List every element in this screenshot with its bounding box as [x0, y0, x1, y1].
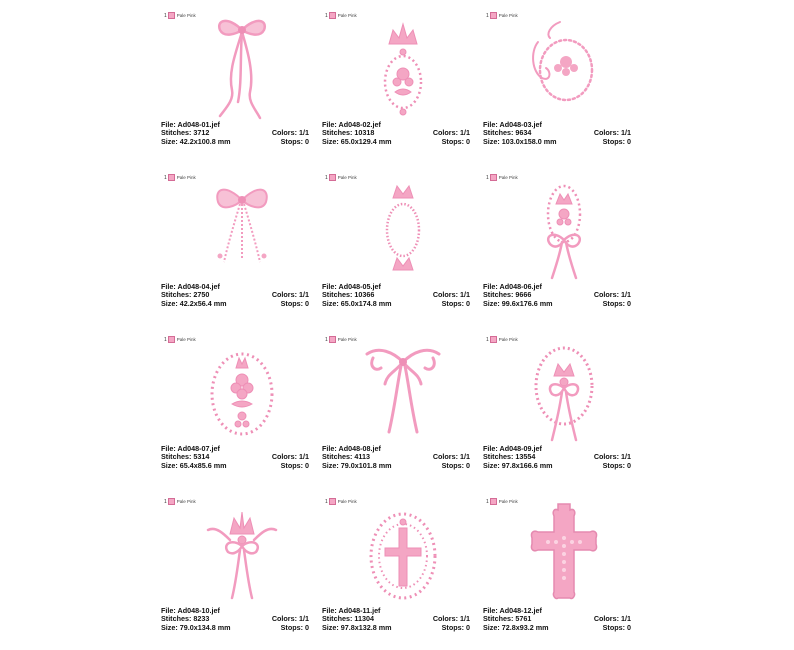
design-card[interactable] [321, 8, 481, 164]
size: Size: 97.8x132.8 mm [322, 622, 392, 632]
crown-oval-icon [359, 12, 447, 122]
design-info [483, 283, 631, 308]
design-info [322, 445, 470, 470]
design-card[interactable] [321, 170, 481, 326]
color-swatch: 1 Pale Pink [164, 336, 196, 343]
stitches: Stitches: 5761 [483, 614, 532, 624]
color-swatch: 1 Pale Pink [486, 336, 518, 343]
size: Size: 99.6x176.6 mm [483, 298, 553, 308]
color-swatch: 1 Pale Pink [164, 498, 196, 505]
color-swatch: 1 Pale Pink [325, 336, 357, 343]
design-info [483, 121, 631, 146]
crown-bow-icon [198, 498, 286, 608]
size: Size: 65.0x174.8 mm [322, 298, 392, 308]
design-card[interactable] [482, 332, 642, 488]
stitches: Stitches: 2750 [161, 290, 210, 300]
color-swatch: 1 Pale Pink [325, 12, 357, 19]
size: Size: 79.0x101.8 mm [322, 460, 392, 470]
file-name: File: Ad048-07.jef [161, 444, 220, 453]
design-card[interactable] [160, 332, 320, 488]
color-swatch: 1 Pale Pink [325, 174, 357, 181]
design-info [322, 607, 470, 632]
size: Size: 65.4x85.6 mm [161, 460, 227, 470]
stitches: Stitches: 10318 [322, 128, 375, 138]
design-grid [160, 8, 634, 632]
stitches: Stitches: 13554 [483, 452, 536, 462]
stops: Stops: 0 [602, 298, 631, 308]
stops: Stops: 0 [602, 460, 631, 470]
stops: Stops: 0 [441, 298, 470, 308]
size: Size: 79.0x134.8 mm [161, 622, 231, 632]
file-name: File: Ad048-10.jef [161, 606, 220, 615]
design-card[interactable] [482, 170, 642, 326]
color-swatch: 1 Pale Pink [486, 498, 518, 505]
colors: Colors: 1/1 [271, 290, 309, 300]
design-info [161, 283, 309, 308]
file-name: File: Ad048-12.jef [483, 606, 542, 615]
colors: Colors: 1/1 [432, 452, 470, 462]
crown-bow-oval-icon [520, 336, 608, 446]
oval-frame-icon [359, 174, 447, 284]
stops: Stops: 0 [602, 622, 631, 632]
stops: Stops: 0 [441, 622, 470, 632]
file-name: File: Ad048-09.jef [483, 444, 542, 453]
design-card[interactable] [321, 494, 481, 650]
colors: Colors: 1/1 [271, 614, 309, 624]
stitches: Stitches: 3712 [161, 128, 210, 138]
color-swatch: 1 Pale Pink [486, 12, 518, 19]
color-swatch: 1 Pale Pink [486, 174, 518, 181]
crown-bow-oval-icon [520, 174, 608, 284]
stops: Stops: 0 [280, 460, 309, 470]
stops: Stops: 0 [441, 460, 470, 470]
design-info [161, 445, 309, 470]
stitches: Stitches: 4113 [322, 452, 370, 462]
file-name: File: Ad048-02.jef [322, 120, 381, 129]
size: Size: 103.0x158.0 mm [483, 136, 557, 146]
design-card[interactable] [321, 332, 481, 488]
cross-icon [520, 498, 608, 608]
size: Size: 97.8x166.6 mm [483, 460, 553, 470]
size: Size: 72.8x93.2 mm [483, 622, 549, 632]
stops: Stops: 0 [441, 136, 470, 146]
design-info [483, 607, 631, 632]
design-info [322, 283, 470, 308]
stitches: Stitches: 10366 [322, 290, 375, 300]
size: Size: 42.2x100.8 mm [161, 136, 231, 146]
design-info [161, 607, 309, 632]
colors: Colors: 1/1 [432, 128, 470, 138]
stops: Stops: 0 [602, 136, 631, 146]
ribbon-bow-icon [359, 336, 447, 446]
bow-icon [198, 12, 286, 122]
design-info [483, 445, 631, 470]
color-swatch: 1 Pale Pink [164, 174, 196, 181]
stops: Stops: 0 [280, 136, 309, 146]
stops: Stops: 0 [280, 622, 309, 632]
stitches: Stitches: 11304 [322, 614, 374, 624]
stitches: Stitches: 8233 [161, 614, 210, 624]
design-card[interactable] [160, 170, 320, 326]
design-info [322, 121, 470, 146]
design-card[interactable] [160, 8, 320, 164]
design-card[interactable] [482, 494, 642, 650]
file-name: File: Ad048-05.jef [322, 282, 381, 291]
stops: Stops: 0 [280, 298, 309, 308]
stitches: Stitches: 5314 [161, 452, 210, 462]
flower-oval-icon [198, 336, 286, 446]
colors: Colors: 1/1 [271, 128, 309, 138]
colors: Colors: 1/1 [593, 452, 631, 462]
color-swatch: 1 Pale Pink [325, 498, 357, 505]
size: Size: 65.0x129.4 mm [322, 136, 392, 146]
colors: Colors: 1/1 [432, 614, 470, 624]
stitches: Stitches: 9634 [483, 128, 532, 138]
file-name: File: Ad048-01.jef [161, 120, 220, 129]
ribbon-oval-icon [520, 12, 608, 122]
size: Size: 42.2x56.4 mm [161, 298, 227, 308]
color-swatch: 1 Pale Pink [164, 12, 196, 19]
design-card[interactable] [160, 494, 320, 650]
colors: Colors: 1/1 [593, 290, 631, 300]
stitches: Stitches: 9666 [483, 290, 532, 300]
colors: Colors: 1/1 [593, 614, 631, 624]
colors: Colors: 1/1 [432, 290, 470, 300]
design-info [161, 121, 309, 146]
file-name: File: Ad048-06.jef [483, 282, 542, 291]
colors: Colors: 1/1 [593, 128, 631, 138]
design-card[interactable] [482, 8, 642, 164]
file-name: File: Ad048-11.jef [322, 606, 381, 615]
file-name: File: Ad048-03.jef [483, 120, 542, 129]
file-name: File: Ad048-04.jef [161, 282, 220, 291]
bow-icon [198, 174, 286, 284]
file-name: File: Ad048-08.jef [322, 444, 381, 453]
cross-oval-icon [359, 498, 447, 608]
colors: Colors: 1/1 [271, 452, 309, 462]
